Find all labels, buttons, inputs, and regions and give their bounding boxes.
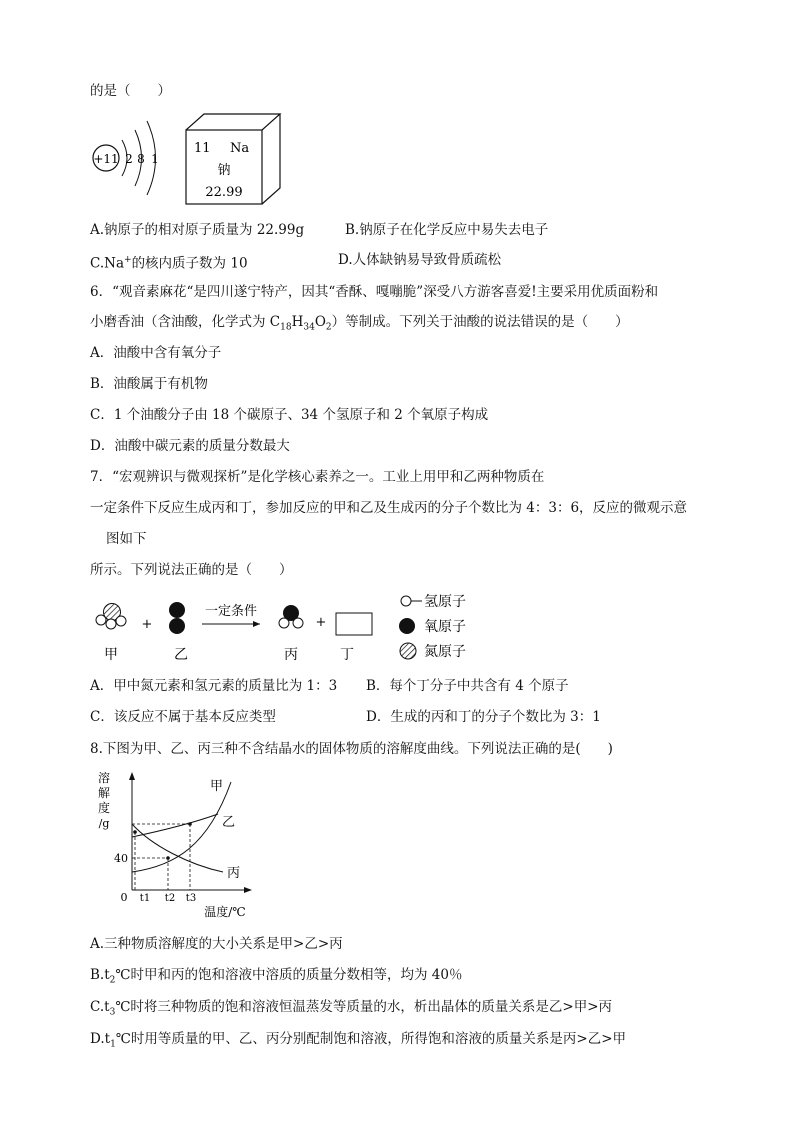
shell-1-electrons: 2 [125,152,133,166]
molecule-jia [96,604,126,630]
curve-yi [132,814,218,837]
element-symbol: Na [230,141,250,156]
molecule-bing [279,605,303,628]
x-axis-label: 温度/℃ [204,905,246,919]
series-label-jia: 甲 [210,779,224,794]
q8-option-d: $D.t_1℃$时用等质量的甲、乙、丙分别配制饱和溶液，所得饱和溶液的质量关系是丙>乙>甲 [90,1031,627,1050]
reaction-condition: 一定条件 [204,604,258,619]
shell-2-electrons: 8 [137,152,145,166]
q7-stem-line2: 一定条件下反应生成丙和丁，参加反应的甲和乙及生成丙的分子个数比为 4：3：6，反应的微观示意 [90,500,688,516]
solubility-chart [90,768,270,923]
q8-option-a: A.三种物质溶解度的大小关系是甲>乙>丙 [90,936,343,952]
x-tick-t1: t1 [139,893,151,904]
q5-option-d: D.人体缺钠易导致骨质疏松 [338,252,502,268]
atomic-number: 11 [194,141,211,156]
molecule-yi [169,602,185,634]
plus-sign-1: + [141,617,153,632]
label-yi: 乙 [174,647,188,663]
series-label-yi: 乙 [222,815,236,830]
legend-nitrogen [400,643,466,660]
q5-option-a: A.钠原子的相对原子质量为 22.99g [90,222,305,238]
nucleus-charge: +11 [93,152,119,166]
q6-option-c: C．1 个油酸分子由 18 个碳原子、34 个氢原子和 2 个氧原子构成 [90,407,489,423]
q6-option-a: A．油酸中含有氧分子 [90,345,222,361]
shell-3-electrons: 1 [151,152,159,166]
y-label-3: 度 [97,801,111,815]
q8-option-c: $C.t_3℃$时将三种物质的饱和溶液恒温蒸发等质量的水，析出晶体的质量关系是乙>甲>丙 [90,999,613,1018]
series-label-bing: 丙 [227,866,241,881]
label-bing: 丙 [284,647,298,663]
curve-bing [132,824,223,872]
svg-text:氮原子: 氮原子 [424,644,466,660]
q6-stem-line2: 小磨香油（含油酸，化学式为 $C_{18}H_{34}O_2$）等制成。下列关于油酸的说法错误的是（ ） [90,314,629,333]
label-jia: 甲 [104,647,118,663]
q5-stem-tail: 的是（ ） [90,83,171,99]
q7-option-c: C．该反应不属于基本反应类型 [90,709,276,725]
y-label-1: 溶 [97,771,111,785]
element-card [184,112,284,206]
x-tick-t3: t3 [185,893,197,904]
legend-oxygen [399,618,466,635]
legend-hydrogen [401,594,466,610]
plus-sign-2: + [315,615,327,630]
origin-label: 0 [120,891,128,904]
q7-stem-line4: 所示。下列说法正确的是（ ） [90,562,293,578]
q6-option-d: D．油酸中碳元素的质量分数最大 [90,438,290,454]
q7-option-d: D．生成的丙和丁的分子个数比为 3：1 [366,709,601,725]
molecule-ding-box [336,613,372,635]
q6-option-b: B．油酸属于有机物 [90,376,208,392]
y-tick-40: 40 [114,852,128,865]
q5-option-c: C.Na+的核内质子数为 10 [90,255,248,272]
svg-text:氢原子: 氢原子 [424,594,466,610]
q7-stem-line1: 7．“宏观辨识与微观探析”是化学核心素养之一。工业上用甲和乙两种物质在 [90,469,545,485]
reaction-micro-diagram [90,588,490,666]
q5-option-b: B.钠原子在化学反应中易失去电子 [345,222,549,238]
q7-option-b: B．每个丁分子中共含有 4 个原子 [366,678,569,694]
q6-stem-line1: 6．“观音素麻花“是四川遂宁特产，因其“香酥、嘎嘣脆”深受八方游客喜爱!主要采用优质面粉和 [90,284,659,300]
y-label-2: 解 [97,786,111,800]
y-label-4: /g [98,817,110,830]
sodium-atom-diagram [88,108,168,204]
q7-stem-line3: 图如下 [106,531,147,547]
q7-option-a: A．甲中氮元素和氢元素的质量比为 1：3 [90,678,338,694]
atomic-mass: 22.99 [205,185,243,200]
q8-option-b: $B.t_2℃$时甲和丙的饱和溶液中溶质的质量分数相等，均为 40％ [90,967,463,986]
label-ding: 丁 [340,647,354,663]
x-tick-t2: t2 [164,893,176,904]
svg-text:氧原子: 氧原子 [424,619,466,635]
element-name: 钠 [217,163,231,178]
q8-stem: 8.下图为甲、乙、丙三种不含结晶水的固体物质的溶解度曲线。下列说法正确的是( ) [90,741,613,757]
